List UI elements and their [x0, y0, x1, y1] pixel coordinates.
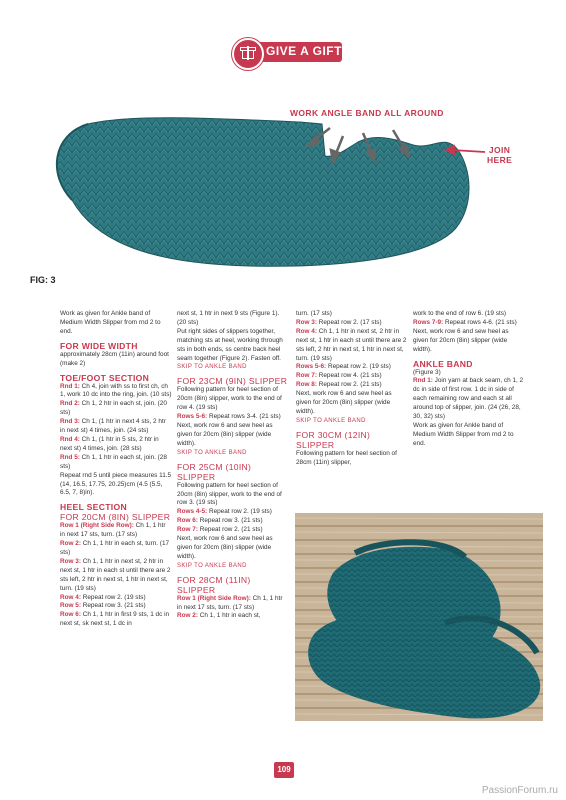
heading-23cm: FOR 23CM (9IN) SLIPPER [177, 376, 288, 387]
skip-link: SKIP TO ANKLE BAND [177, 562, 247, 569]
text-column-3: turn. (17 sts) Row 3: Repeat row 2. (17 sts) Row 4: Ch 1, 1 htr in next st, 2 htr in next st, 1 htr in each st until there are 2 sts left, 2 htr in next st, 1 htr in next st, turn. (19 sts) Rows 5-6: Repeat row 2. (19 sts) Row 7: Repeat row 4. (21 sts) Row 8: Repeat row 2. (21 sts) Next, work row 6 and sew heel as given for 20cm (8in) slipper (wide width). SKIP TO ANKLE BAND FOR 30CM (12IN) SLIPPER Following pattern for heel section of 28cm (11in) slipper, [296, 310, 407, 466]
figure-label: FIG: 3 [30, 275, 56, 285]
text-column-1: Work as given for Ankle band of Medium Width Slipper from rnd 2 to end. FOR WIDE WIDTH approximately 28cm (11in) around foot (make 2) TOE/FOOT SECTION Rnd 1: Ch 4, join with ss to first ch, ch 1, work 10 dc into the ring, join. (10 sts) Rnd 2: Ch 1, 2 htr in each st, join. (20 sts) Rnd 3: Ch 1, (1 htr in next 4 sts, 2 htr in next st) 4 times, join. (24 sts) Rnd 4: Ch 1, (1 htr in 5 sts, 2 htr in next st) 4 times, join. (28 sts) Rnd 5: Ch 1, 1 htr in each st, join. (28 sts) Repeat rnd 5 until piece measures 11.5 (14, 16.5, 17.75, 20.25)cm (4.5 (5.5, 6.5, 7, 8)in). HEEL SECTION FOR 20CM (8IN) SLIPPER Row 1 (Right Side Row): Ch 1, 1 htr in next 17 sts, turn. (17 sts) Row 2: Ch 1, 1 htr in each st, turn. (17 sts) Row 3: Ch 1, 1 htr in next st, 2 htr in next st, 1 htr in each st until there are 2 sts left, 2 htr in next st, 1 htr in next st, turn. (19 sts) Row 4: Repeat row 2. (19 sts) Row 5: Repeat row 3. (21 sts) Row 6: Ch 1, 1 htr in first 9 sts, 1 dc in next st, sk next st, 1 dc in [60, 310, 172, 628]
skip-link: SKIP TO ANKLE BAND [177, 449, 247, 456]
heading-heel-section: HEEL SECTION [60, 502, 127, 513]
skip-link: SKIP TO ANKLE BAND [296, 417, 366, 424]
text-column-4: work to the end of row 6. (19 sts) Rows 7-9: Repeat rows 4-6. (21 sts) Next, work row 6 and sew heel as given for 20cm (8in) slipper (wide width). ANKLE BAND (Figure 3) Rnd 1: Join yarn at back seam, ch 1, 2 dc in side of first row. 1 dc in side of each remaining row and each st all around top of slipper, join. (24 (26, 28, 30, 32) sts) Work as given for Ankle band of Medium Width Slipper from rnd 2 to end. [413, 310, 524, 447]
heading-28cm: FOR 28CM (11IN) SLIPPER [177, 574, 251, 595]
heading-30cm: FOR 30CM (12IN) SLIPPER [296, 429, 371, 450]
text-column-2: next st, 1 htr in next 9 sts (Figure 1). (20 sts) Put right sides of slippers together, matching sts at heel, working through sts in both ends, ss centre back heel seam together (Figure 2). Fasten off. SKIP TO ANKLE BAND FOR 23CM (9IN) SLIPPER Following pattern for heel section of 20cm (8in) slipper, work to the end of row 4. (19 sts) Rows 5-6: Repeat rows 3-4. (21 sts) Next, work row 6 and sew heel as given for 20cm (8in) slipper (wide width). SKIP TO ANKLE BAND FOR 25CM (10IN) SLIPPER Following pattern for heel section of 20cm (8in) slipper, work to the end of row 3. (19 sts) Rows 4-5: Repeat row 2. (19 sts) Row 6: Repeat row 3. (21 sts) Row 7: Repeat row 2. (21 sts) Next, work row 6 and sew heel as given for 20cm (8in) slipper (wide width). SKIP TO ANKLE BAND FOR 28CM (11IN) SLIPPER Row 1 (Right Side Row): Ch 1, 1 htr in next 17 sts, turn. (17 sts) Row 2: Ch 1, 1 htr in each st, [177, 310, 288, 620]
watermark: PassionForum.ru [481, 785, 558, 796]
heading-ankle-band: ANKLE BAND [413, 358, 473, 369]
callout-angle-band: WORK ANGLE BAND ALL AROUND [290, 108, 444, 118]
heading-wide-width: FOR WIDE WIDTH [60, 340, 138, 351]
slippers-photo [295, 513, 543, 721]
page-number: 109 [274, 762, 294, 778]
callout-join: JOIN HERE [487, 145, 513, 165]
banner-title: GIVE A GIFT [266, 44, 342, 58]
slipper-figure [0, 0, 566, 300]
heading-20cm: FOR 20CM (8IN) SLIPPER [60, 512, 171, 523]
heading-toe-foot: TOE/FOOT SECTION [60, 372, 150, 383]
skip-link: SKIP TO ANKLE BAND [177, 364, 247, 371]
heading-25cm: FOR 25CM (10IN) SLIPPER [177, 461, 252, 482]
